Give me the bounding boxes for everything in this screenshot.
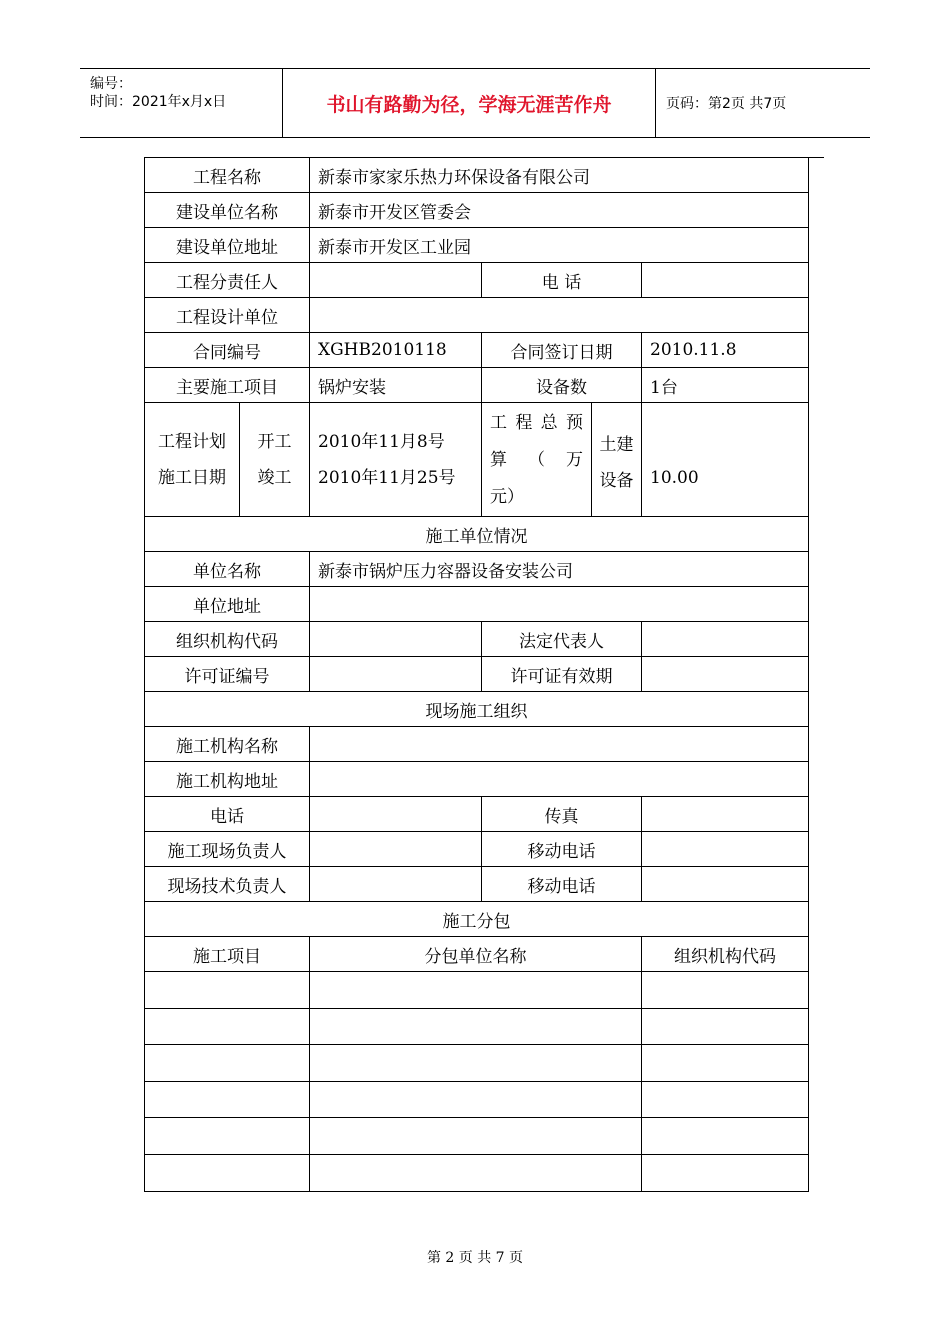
form-row — [145, 657, 809, 692]
form-row — [145, 587, 809, 622]
form-row — [145, 867, 809, 902]
subcontract-row — [145, 1081, 809, 1118]
form-row — [145, 902, 809, 937]
plan-label-line-2: 施工日期 — [158, 467, 226, 488]
subcontract-item-cell — [145, 1154, 310, 1191]
start-value: 2010年11月8号 — [318, 431, 445, 452]
org-code-value — [310, 622, 482, 657]
tech-lead-label: 现场技术负责人 — [145, 867, 310, 902]
form-row — [145, 263, 809, 298]
tech-lead-mobile-label: 移动电话 — [482, 867, 642, 902]
page-footer: 第 2 页 共 7 页 — [426, 1250, 524, 1266]
site-org-name-value — [310, 727, 809, 762]
subcontract-col-code: 组织机构代码 — [642, 937, 809, 972]
unit-name-value: 新泰市锅炉压力容器设备安装公司 — [310, 552, 809, 587]
subcontract-code-cell — [642, 1154, 809, 1191]
tech-lead-mobile-value — [642, 867, 809, 902]
table-corner-line — [808, 157, 824, 158]
subcontract-unit-cell — [310, 972, 642, 1009]
page-info: 页码：第2页 共7页 — [666, 96, 787, 112]
site-org-address-label: 施工机构地址 — [145, 762, 310, 797]
subcontract-row — [145, 972, 809, 1009]
finish-label: 竣工 — [257, 467, 292, 488]
civil-label: 土建 — [599, 434, 634, 455]
subcontract-code-cell — [642, 972, 809, 1009]
site-lead-label: 施工现场负责人 — [145, 832, 310, 867]
unit-address-label: 单位地址 — [145, 587, 310, 622]
builder-address-label: 建设单位地址 — [145, 228, 310, 263]
manager-value — [310, 263, 482, 298]
subcontract-item-cell — [145, 1081, 310, 1118]
design-unit-value — [310, 298, 809, 333]
form-row — [145, 692, 809, 727]
form-row — [145, 333, 809, 368]
contract-date-value: 2010.11.8 — [642, 333, 809, 368]
equipment-label: 设备 — [599, 470, 634, 491]
license-number-value — [310, 657, 482, 692]
form-row — [145, 762, 809, 797]
subcontract-header-row — [145, 937, 809, 972]
header-meta — [80, 69, 282, 137]
subcontract-item-cell — [145, 1045, 310, 1082]
license-validity-label: 许可证有效期 — [482, 657, 642, 692]
form-row — [145, 797, 809, 832]
form-row — [145, 727, 809, 762]
design-unit-label: 工程设计单位 — [145, 298, 310, 333]
equipment-count-value: 1台 — [642, 368, 809, 403]
subcontract-code-cell — [642, 1008, 809, 1045]
form-row — [145, 552, 809, 587]
subcontract-unit-cell — [310, 1154, 642, 1191]
form-row — [145, 517, 809, 552]
form-row — [145, 403, 809, 517]
phone-label: 电 话 — [482, 263, 642, 298]
budget-label-line-2: 算（万 — [490, 450, 583, 470]
org-code-label: 组织机构代码 — [145, 622, 310, 657]
subcontract-unit-cell — [310, 1045, 642, 1082]
subcontract-code-cell — [642, 1045, 809, 1082]
legal-rep-value — [642, 622, 809, 657]
project-name-label: 工程名称 — [145, 158, 310, 193]
phone-value — [642, 263, 809, 298]
form-row — [145, 228, 809, 263]
subcontract-item-cell — [145, 1118, 310, 1155]
subcontract-item-cell — [145, 1008, 310, 1045]
subcontract-row — [145, 1154, 809, 1191]
form-row — [145, 832, 809, 867]
subcontract-unit-cell — [310, 1118, 642, 1155]
budget-label-line-3: 元） — [490, 487, 524, 507]
start-finish-labels — [240, 403, 310, 517]
contractor-section-title: 施工单位情况 — [145, 517, 809, 552]
time-label: 时间：2021年x月x日 — [90, 94, 227, 110]
form-row — [145, 622, 809, 657]
site-fax-value — [642, 797, 809, 832]
site-org-name-label: 施工机构名称 — [145, 727, 310, 762]
subcontract-section-title: 施工分包 — [145, 902, 809, 937]
builder-name-label: 建设单位名称 — [145, 193, 310, 228]
manager-label: 工程分责任人 — [145, 263, 310, 298]
form-row — [145, 298, 809, 333]
license-number-label: 许可证编号 — [145, 657, 310, 692]
contract-number-value: XGHB2010118 — [310, 333, 482, 368]
builder-name-value: 新泰市开发区管委会 — [310, 193, 809, 228]
site-fax-label: 传真 — [482, 797, 642, 832]
civil-value — [650, 424, 800, 460]
site-org-address-value — [310, 762, 809, 797]
site-phone-value — [310, 797, 482, 832]
subcontract-unit-cell — [310, 1008, 642, 1045]
equipment-value: 10.00 — [650, 467, 699, 488]
subcontract-col-unit: 分包单位名称 — [310, 937, 642, 972]
legal-rep-label: 法定代表人 — [482, 622, 642, 657]
subcontract-col-item: 施工项目 — [145, 937, 310, 972]
subcontract-row — [145, 1045, 809, 1082]
site-lead-mobile-label: 移动电话 — [482, 832, 642, 867]
subcontract-code-cell — [642, 1081, 809, 1118]
budget-values — [642, 403, 809, 517]
subcontract-unit-cell — [310, 1081, 642, 1118]
equipment-count-label: 设备数 — [482, 368, 642, 403]
unit-name-label: 单位名称 — [145, 552, 310, 587]
license-validity-value — [642, 657, 809, 692]
builder-address-value: 新泰市开发区工业园 — [310, 228, 809, 263]
start-finish-values — [310, 403, 482, 517]
main-item-label: 主要施工项目 — [145, 368, 310, 403]
subcontract-code-cell — [642, 1118, 809, 1155]
budget-categories — [592, 403, 642, 517]
plan-date-label — [145, 403, 240, 517]
registration-form — [144, 157, 809, 1192]
form-row — [145, 158, 809, 193]
finish-value: 2010年11月25号 — [318, 467, 456, 488]
form-row — [145, 193, 809, 228]
subcontract-rows — [145, 972, 809, 1192]
contract-date-label: 合同签订日期 — [482, 333, 642, 368]
site-section-title: 现场施工组织 — [145, 692, 809, 727]
subcontract-row — [145, 1118, 809, 1155]
motto: 书山有路勤为径，学海无涯苦作舟 — [282, 69, 656, 137]
subcontract-row — [145, 1008, 809, 1045]
budget-label-line-1: 工程总预 — [490, 413, 583, 433]
start-label: 开工 — [257, 431, 292, 452]
form-row — [145, 368, 809, 403]
subcontract-item-cell — [145, 972, 310, 1009]
budget-label — [482, 403, 592, 517]
main-item-value: 锅炉安装 — [310, 368, 482, 403]
site-lead-mobile-value — [642, 832, 809, 867]
plan-label-line-1: 工程计划 — [158, 431, 226, 452]
project-name-value: 新泰市家家乐热力环保设备有限公司 — [310, 158, 809, 193]
site-lead-value — [310, 832, 482, 867]
document-header — [80, 68, 870, 138]
number-label: 编号： — [90, 76, 132, 92]
contract-number-label: 合同编号 — [145, 333, 310, 368]
site-phone-label: 电话 — [145, 797, 310, 832]
tech-lead-value — [310, 867, 482, 902]
unit-address-value — [310, 587, 809, 622]
